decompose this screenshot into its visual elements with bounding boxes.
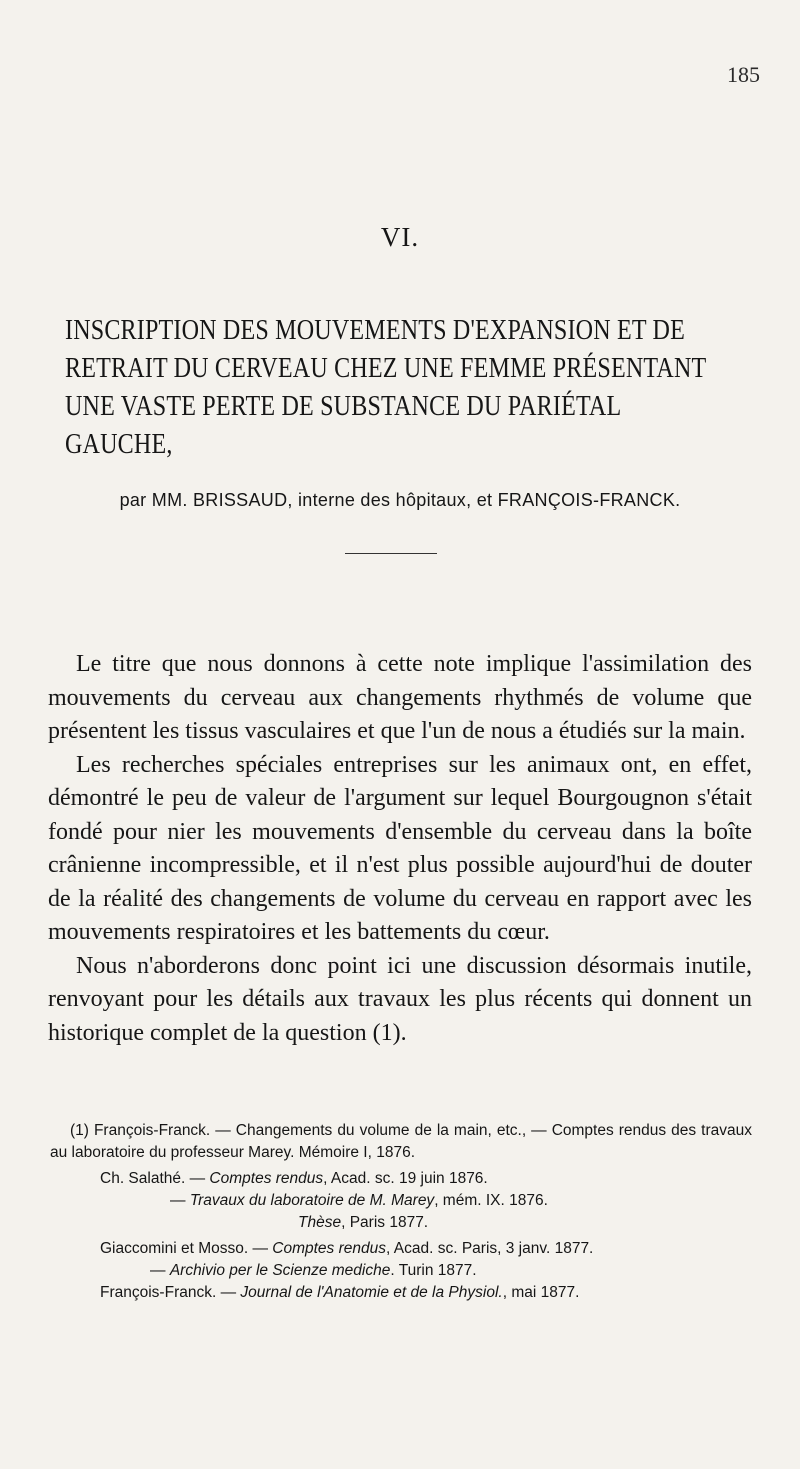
ref-title: Travaux du laboratoire de M. Marey: [189, 1192, 435, 1209]
footnote-ref: [50, 1168, 752, 1190]
ref-author: François-Franck. —: [100, 1284, 241, 1301]
paragraph: Nous n'aborderons donc point ici une discussion désormais inutile, renvoyant pour les détails aux travaux les plus récents qui donnent un historique complet de la question (1).: [48, 952, 752, 1046]
footnote-ref: [50, 1282, 752, 1304]
title-line: GAUCHE,: [65, 429, 173, 460]
ref-details: , Acad. sc. Paris, 3 janv. 1877.: [386, 1240, 594, 1257]
title-line: RETRAIT DU CERVEAU CHEZ UNE FEMME PRÉSENTANT: [65, 353, 707, 384]
ref-author: Ch. Salathé. —: [100, 1170, 210, 1187]
ref-details: , mai 1877.: [502, 1284, 580, 1301]
ref-details: , mém. IX. 1876.: [434, 1192, 548, 1209]
authors-line: par MM. BRISSAUD, interne des hôpitaux, et FRANÇOIS-FRANCK.: [119, 490, 681, 510]
title-line: INSCRIPTION DES MOUVEMENTS D'EXPANSION ET DE: [65, 315, 685, 346]
paragraph: Le titre que nous donnons à cette note implique l'assimilation des mouvements du cerveau aux changements rhythmés de volume que présentent les tissus vasculaires et que l'un de nous a étudiés sur la main.: [48, 651, 752, 744]
footnote-ref: [50, 1260, 752, 1282]
footnote-1: (1) François-Franck. — Changements du volume de la main, etc., — Comptes rendus des travaux au laboratoire du professeur Marey. Mémoire I, 1876.: [50, 1122, 752, 1161]
ref-details: , Acad. sc. 19 juin 1876.: [323, 1170, 488, 1187]
paragraph: Les recherches spéciales entreprises sur les animaux ont, en effet, démontré le peu de valeur de l'argument sur lequel Bourgougnon s'était fondé pour nier les mouvements d'ensemble du cerveau dans la boîte crânienne incompressible, et il n'est plus possible aujourd'hui de douter de la réalité des changements de volume du cerveau en rapport avec les mouvements respiratoires et les battements du cœur.: [48, 751, 752, 945]
ref-title: Comptes rendus: [272, 1240, 387, 1257]
body-text: [48, 648, 752, 1050]
ref-title: Journal de l'Anatomie et de la Physiol.: [240, 1284, 503, 1301]
ref-dash: —: [170, 1192, 190, 1209]
section-divider: [345, 553, 437, 554]
page-number: 185: [727, 62, 760, 87]
ref-details: . Turin 1877.: [390, 1262, 477, 1279]
footnote-ref: [50, 1190, 752, 1212]
ref-title: Archivio per le Scienze mediche: [169, 1262, 391, 1279]
ref-dash: —: [150, 1262, 170, 1279]
footnotes: [50, 1120, 752, 1304]
section-number: VI.: [380, 222, 420, 252]
ref-details: , Paris 1877.: [341, 1214, 429, 1231]
article-title: [65, 312, 744, 464]
ref-author: Giaccomini et Mosso. —: [100, 1240, 273, 1257]
title-line: UNE VASTE PERTE DE SUBSTANCE DU PARIÉTAL: [65, 391, 622, 422]
footnote-ref: [50, 1212, 752, 1234]
ref-title: Comptes rendus: [209, 1170, 324, 1187]
ref-title: Thèse: [298, 1214, 342, 1231]
footnote-ref: [50, 1238, 752, 1260]
